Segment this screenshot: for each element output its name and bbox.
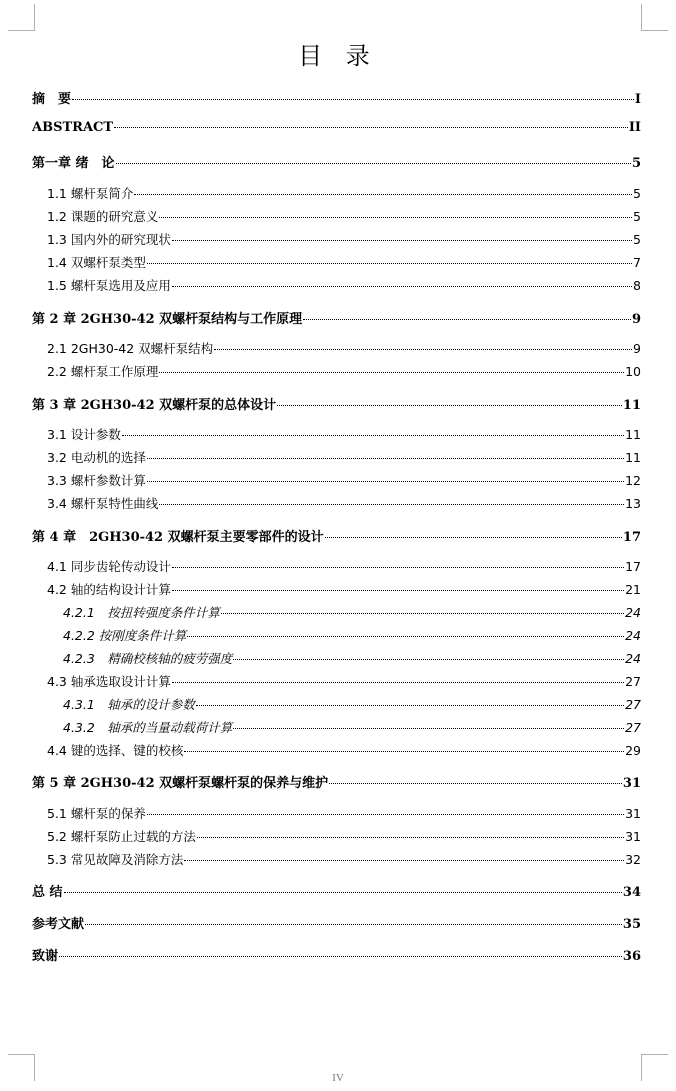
toc-entry-page: 35 (622, 917, 641, 932)
dot-leader (85, 924, 622, 925)
toc-entry-page: 17 (622, 530, 641, 545)
toc-entry-label: 4.1 同步齿轮传动设计 (47, 559, 171, 574)
dot-leader (187, 636, 624, 637)
toc-entry-4-2-2[interactable] (63, 626, 641, 644)
toc-entry-label: 4.3.2 轴承的当量动载荷计算 (63, 720, 233, 735)
toc-entry-label: 5.3 常见故障及消除方法 (47, 852, 184, 867)
toc-entry-references[interactable] (32, 913, 641, 932)
toc-entry-page: 13 (625, 496, 641, 511)
toc-entry-label: ABSTRACT (32, 120, 114, 135)
toc-entry-chapter-1[interactable] (32, 152, 641, 171)
toc-entry-page: 9 (633, 341, 641, 356)
toc-entry-label: 3.4 螺杆泵特性曲线 (47, 496, 159, 511)
toc-entry-5-1[interactable] (47, 804, 641, 822)
toc-entry-label: 1.3 国内外的研究现状 (47, 232, 171, 247)
dot-leader (221, 613, 624, 614)
dot-leader (325, 537, 622, 538)
toc-entry-label: 1.5 螺杆泵选用及应用 (47, 278, 171, 293)
toc-entry-4-3-2[interactable] (63, 718, 641, 736)
toc-entry-label: 4.4 键的选择、键的校核 (47, 743, 184, 758)
toc-entry-4-2[interactable] (47, 580, 641, 598)
toc-entry-page: II (628, 120, 641, 135)
toc-entry-1-4[interactable] (47, 253, 641, 271)
toc-entry-chapter-3[interactable] (32, 394, 641, 413)
toc-entry-4-4[interactable] (47, 741, 641, 759)
toc-entry-label: 4.2 轴的结构设计计算 (47, 582, 171, 597)
toc-entry-label: 3.2 电动机的选择 (47, 450, 146, 465)
toc-entry-abstract-cn[interactable] (32, 88, 641, 107)
toc-entry-label: 总 结 (32, 885, 63, 900)
dot-leader (196, 705, 624, 706)
toc-entry-page: 27 (625, 697, 641, 712)
toc-entry-page: 21 (625, 582, 641, 597)
toc-entry-label: 1.2 课题的研究意义 (47, 209, 159, 224)
toc-entry-label: 4.2.2 按刚度条件计算 (63, 628, 187, 643)
toc-entry-2-2[interactable] (47, 362, 641, 380)
toc-entry-label: 第 4 章 2GH30-42 双螺杆泵主要零部件的设计 (32, 530, 324, 545)
toc-entry-page: 29 (625, 743, 641, 758)
toc-entry-page: 7 (633, 255, 641, 270)
toc-entry-3-3[interactable] (47, 471, 641, 489)
toc-entry-page: 31 (622, 776, 641, 791)
dot-leader (172, 286, 632, 287)
dot-leader (59, 956, 622, 957)
dot-leader (114, 127, 628, 128)
toc-entry-page: 24 (625, 628, 641, 643)
toc-entry-page: 24 (625, 605, 641, 620)
dot-leader (116, 163, 631, 164)
toc-entry-label: 致谢 (32, 949, 59, 964)
toc-entry-page: 5 (633, 209, 641, 224)
toc-entry-page: 5 (633, 186, 641, 201)
dot-leader (172, 567, 624, 568)
toc-entry-4-2-3[interactable] (63, 649, 641, 667)
dot-leader (72, 99, 634, 100)
toc-entry-page: I (634, 92, 641, 107)
dot-leader (147, 481, 624, 482)
toc-entry-label: 5.2 螺杆泵防止过载的方法 (47, 829, 196, 844)
toc-entry-page: 8 (633, 278, 641, 293)
toc-entry-label: 2.2 螺杆泵工作原理 (47, 364, 159, 379)
dot-leader (122, 435, 624, 436)
toc-entry-page: 31 (625, 829, 641, 844)
toc-entry-page: 24 (625, 651, 641, 666)
toc-entry-page: 36 (622, 949, 641, 964)
dot-leader (214, 349, 632, 350)
toc-entry-page: 27 (625, 720, 641, 735)
toc-entry-label: 5.1 螺杆泵的保养 (47, 806, 146, 821)
toc-entry-page: 11 (625, 427, 641, 442)
toc-entry-label: 第 5 章 2GH30-42 双螺杆泵螺杆泵的保养与维护 (32, 776, 329, 791)
dot-leader (147, 458, 624, 459)
dot-leader (233, 728, 624, 729)
toc-entry-3-2[interactable] (47, 448, 641, 466)
toc-entry-4-3[interactable] (47, 672, 641, 690)
toc-entry-4-3-1[interactable] (63, 695, 641, 713)
toc-entry-label: 摘 要 (32, 92, 72, 107)
toc-entry-label: 3.1 设计参数 (47, 427, 121, 442)
toc-entry-acknowledgements[interactable] (32, 945, 641, 964)
page-number-footer: IV (332, 1072, 344, 1084)
toc-entry-1-3[interactable] (47, 230, 641, 248)
dot-leader (64, 892, 622, 893)
toc-entry-3-1[interactable] (47, 425, 641, 443)
dot-leader (197, 837, 624, 838)
toc-entry-label: 4.3 轴承选取设计计算 (47, 674, 171, 689)
toc-entry-page: 10 (625, 364, 641, 379)
dot-leader (184, 751, 624, 752)
dot-leader (277, 405, 622, 406)
toc-entry-label: 2.1 2GH30-42 双螺杆泵结构 (47, 341, 214, 356)
toc-entry-conclusion[interactable] (32, 881, 641, 900)
toc-entry-page: 31 (625, 806, 641, 821)
toc-entry-page: 11 (625, 450, 641, 465)
dot-leader (172, 590, 624, 591)
toc-entry-label: 第 2 章 2GH30-42 双螺杆泵结构与工作原理 (32, 312, 303, 327)
toc-entry-chapter-4[interactable] (32, 526, 641, 545)
dot-leader (159, 217, 632, 218)
dot-leader (147, 814, 624, 815)
dot-leader (233, 659, 624, 660)
toc-entry-page: 12 (625, 473, 641, 488)
toc-entry-label: 4.2.3 精确校核轴的疲劳强度 (63, 651, 233, 666)
toc-entry-chapter-5[interactable] (32, 772, 641, 791)
toc-entry-1-5[interactable] (47, 276, 641, 294)
toc-entry-page: 27 (625, 674, 641, 689)
dot-leader (147, 263, 632, 264)
dot-leader (134, 194, 632, 195)
toc-entry-page: 34 (622, 885, 641, 900)
toc-entry-page: 11 (622, 398, 641, 413)
dot-leader (159, 372, 624, 373)
toc-entry-4-2-1[interactable] (63, 603, 641, 621)
toc-entry-3-4[interactable] (47, 494, 641, 512)
toc-entry-page: 5 (631, 156, 641, 171)
toc-entry-5-3[interactable] (47, 850, 641, 868)
toc-entry-5-2[interactable] (47, 827, 641, 845)
toc-entry-abstract-en[interactable] (32, 120, 641, 135)
toc-entry-2-1[interactable] (47, 339, 641, 357)
toc-entry-label: 参考文献 (32, 917, 85, 932)
toc-entry-label: 4.3.1 轴承的设计参数 (63, 697, 195, 712)
page-title: 目 录 (298, 42, 378, 70)
toc-entry-label: 4.2.1 按扭转强度条件计算 (63, 605, 220, 620)
dot-leader (329, 783, 622, 784)
toc-entry-page: 9 (631, 312, 641, 327)
toc-entry-label: 1.1 螺杆泵简介 (47, 186, 134, 201)
dot-leader (172, 682, 624, 683)
toc-entry-label: 3.3 螺杆参数计算 (47, 473, 146, 488)
dot-leader (184, 860, 624, 861)
toc-entry-4-1[interactable] (47, 557, 641, 575)
dot-leader (172, 240, 632, 241)
toc-entry-page: 17 (625, 559, 641, 574)
toc-entry-1-1[interactable] (47, 184, 641, 202)
toc-entry-page: 32 (625, 852, 641, 867)
toc-entry-page: 5 (633, 232, 641, 247)
toc-entry-1-2[interactable] (47, 207, 641, 225)
dot-leader (303, 319, 631, 320)
dot-leader (159, 504, 624, 505)
toc-entry-chapter-2[interactable] (32, 308, 641, 327)
toc-entry-label: 1.4 双螺杆泵类型 (47, 255, 146, 270)
toc-entry-label: 第一章 绪 论 (32, 156, 115, 171)
toc-entry-label: 第 3 章 2GH30-42 双螺杆泵的总体设计 (32, 398, 277, 413)
